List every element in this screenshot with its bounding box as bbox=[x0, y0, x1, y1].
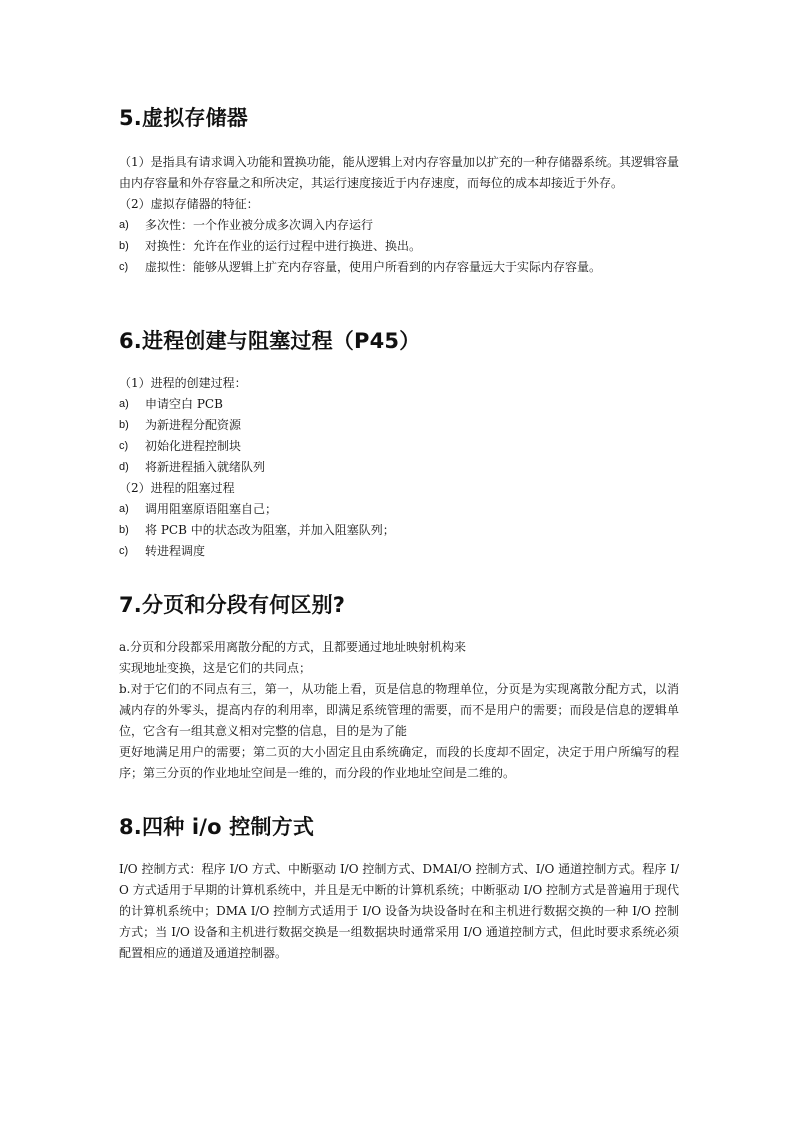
sub-heading: （1）进程的创建过程： bbox=[119, 376, 247, 390]
sub-heading: （2）虚拟存储器的特征： bbox=[119, 197, 259, 211]
list-item bbox=[119, 394, 679, 415]
list-marker: a) bbox=[119, 503, 129, 515]
section-io-control bbox=[119, 813, 679, 964]
list-marker: c) bbox=[119, 545, 129, 557]
paragraph: b.对于它们的不同点有三，第一，从功能上看，页是信息的物理单位，分页是为实现离散分配方式，以消减内存的外零头，提高内存的利用率，即满足系统管理的需要，而不是用户的需要；而段是信息的逻辑单位，它含有一组其意义相对完整的信息，目的是为了能 bbox=[119, 682, 679, 738]
list-item-text: 将 PCB 中的状态改为阻塞，并加入阻塞队列； bbox=[145, 523, 395, 537]
list-item bbox=[119, 541, 679, 562]
list-item bbox=[119, 520, 679, 541]
list-marker: b) bbox=[119, 419, 129, 431]
list-marker: b) bbox=[119, 524, 129, 536]
section-heading: 8.四种 i/o 控制方式 bbox=[119, 815, 315, 839]
list-item-text: 初始化进程控制块 bbox=[145, 439, 242, 453]
list-item-text: 虚拟性：能够从逻辑上扩充内存容量，使用户所看到的内存容量远大于实际内存容量。 bbox=[145, 260, 602, 274]
list-item bbox=[119, 499, 679, 520]
list-marker: c) bbox=[119, 440, 129, 452]
sub-heading: （2）进程的阻塞过程 bbox=[119, 481, 235, 495]
list-item-text: 为新进程分配资源 bbox=[145, 418, 242, 432]
list-marker: a) bbox=[119, 398, 129, 410]
paragraph: （1）是指具有请求调入功能和置换功能，能从逻辑上对内存容量加以扩充的一种存储器系统。其逻辑容量由内存容量和外存容量之和所决定，其运行速度接近于内存速度，而每位的成本却接近于外存。 bbox=[119, 155, 679, 190]
list-item-text: 转进程调度 bbox=[145, 544, 206, 558]
section-paging-vs-segmentation bbox=[119, 591, 679, 784]
section-virtual-memory bbox=[119, 104, 679, 278]
list-item-text: 申请空白 PCB bbox=[145, 397, 223, 411]
list-item-text: 多次性：一个作业被分成多次调入内存运行 bbox=[145, 218, 374, 232]
list-item-text: 将新进程插入就绪队列 bbox=[145, 460, 266, 474]
list-marker: b) bbox=[119, 240, 129, 252]
list-marker: a) bbox=[119, 219, 129, 231]
paragraph-line: 实现地址变换，这是它们的共同点； bbox=[119, 661, 312, 675]
list-item bbox=[119, 257, 679, 278]
list-marker: d) bbox=[119, 461, 129, 473]
list-item bbox=[119, 215, 679, 236]
paragraph: I/O 控制方式：程序 I/O 方式、中断驱动 I/O 控制方式、DMAI/O 控制方式、I/O 通道控制方式。程序 I/O 方式适用于早期的计算机系统中，并且是无中断的计算机系统；中断驱动 I/O 控制方式是普遍用于现代的计算机系统中；DMA I/O 控制方式适用于 I/O 设备为块设备时在和主机进行数据交换的一种 I/O 控制方式；当 I/O 设备和主机进行数据交换是一组数据块时通常采用 I/O 通道控制方式，但此时要求系统必须配置相应的通道及通道控制器。 bbox=[119, 862, 679, 960]
section-process-creation bbox=[119, 327, 679, 562]
paragraph: 更好地满足用户的需要；第二页的大小固定且由系统确定，而段的长度却不固定，决定于用户所编写的程序；第三分页的作业地址空间是一维的，而分段的作业地址空间是二维的。 bbox=[119, 745, 679, 780]
list-item bbox=[119, 236, 679, 257]
list-marker: c) bbox=[119, 261, 129, 273]
section-heading: 5.虚拟存储器 bbox=[119, 106, 248, 130]
list-item-text: 对换性：允许在作业的运行过程中进行换进、换出。 bbox=[145, 239, 422, 253]
section-heading: 6.进程创建与阻塞过程（P45） bbox=[119, 329, 421, 353]
list-item bbox=[119, 415, 679, 436]
list-item-text: 调用阻塞原语阻塞自己； bbox=[145, 502, 278, 516]
list-item bbox=[119, 457, 679, 478]
list-item bbox=[119, 436, 679, 457]
section-heading: 7.分页和分段有何区别? bbox=[119, 593, 346, 617]
paragraph-line: a.分页和分段都采用离散分配的方式，且都要通过地址映射机构来 bbox=[119, 640, 466, 654]
